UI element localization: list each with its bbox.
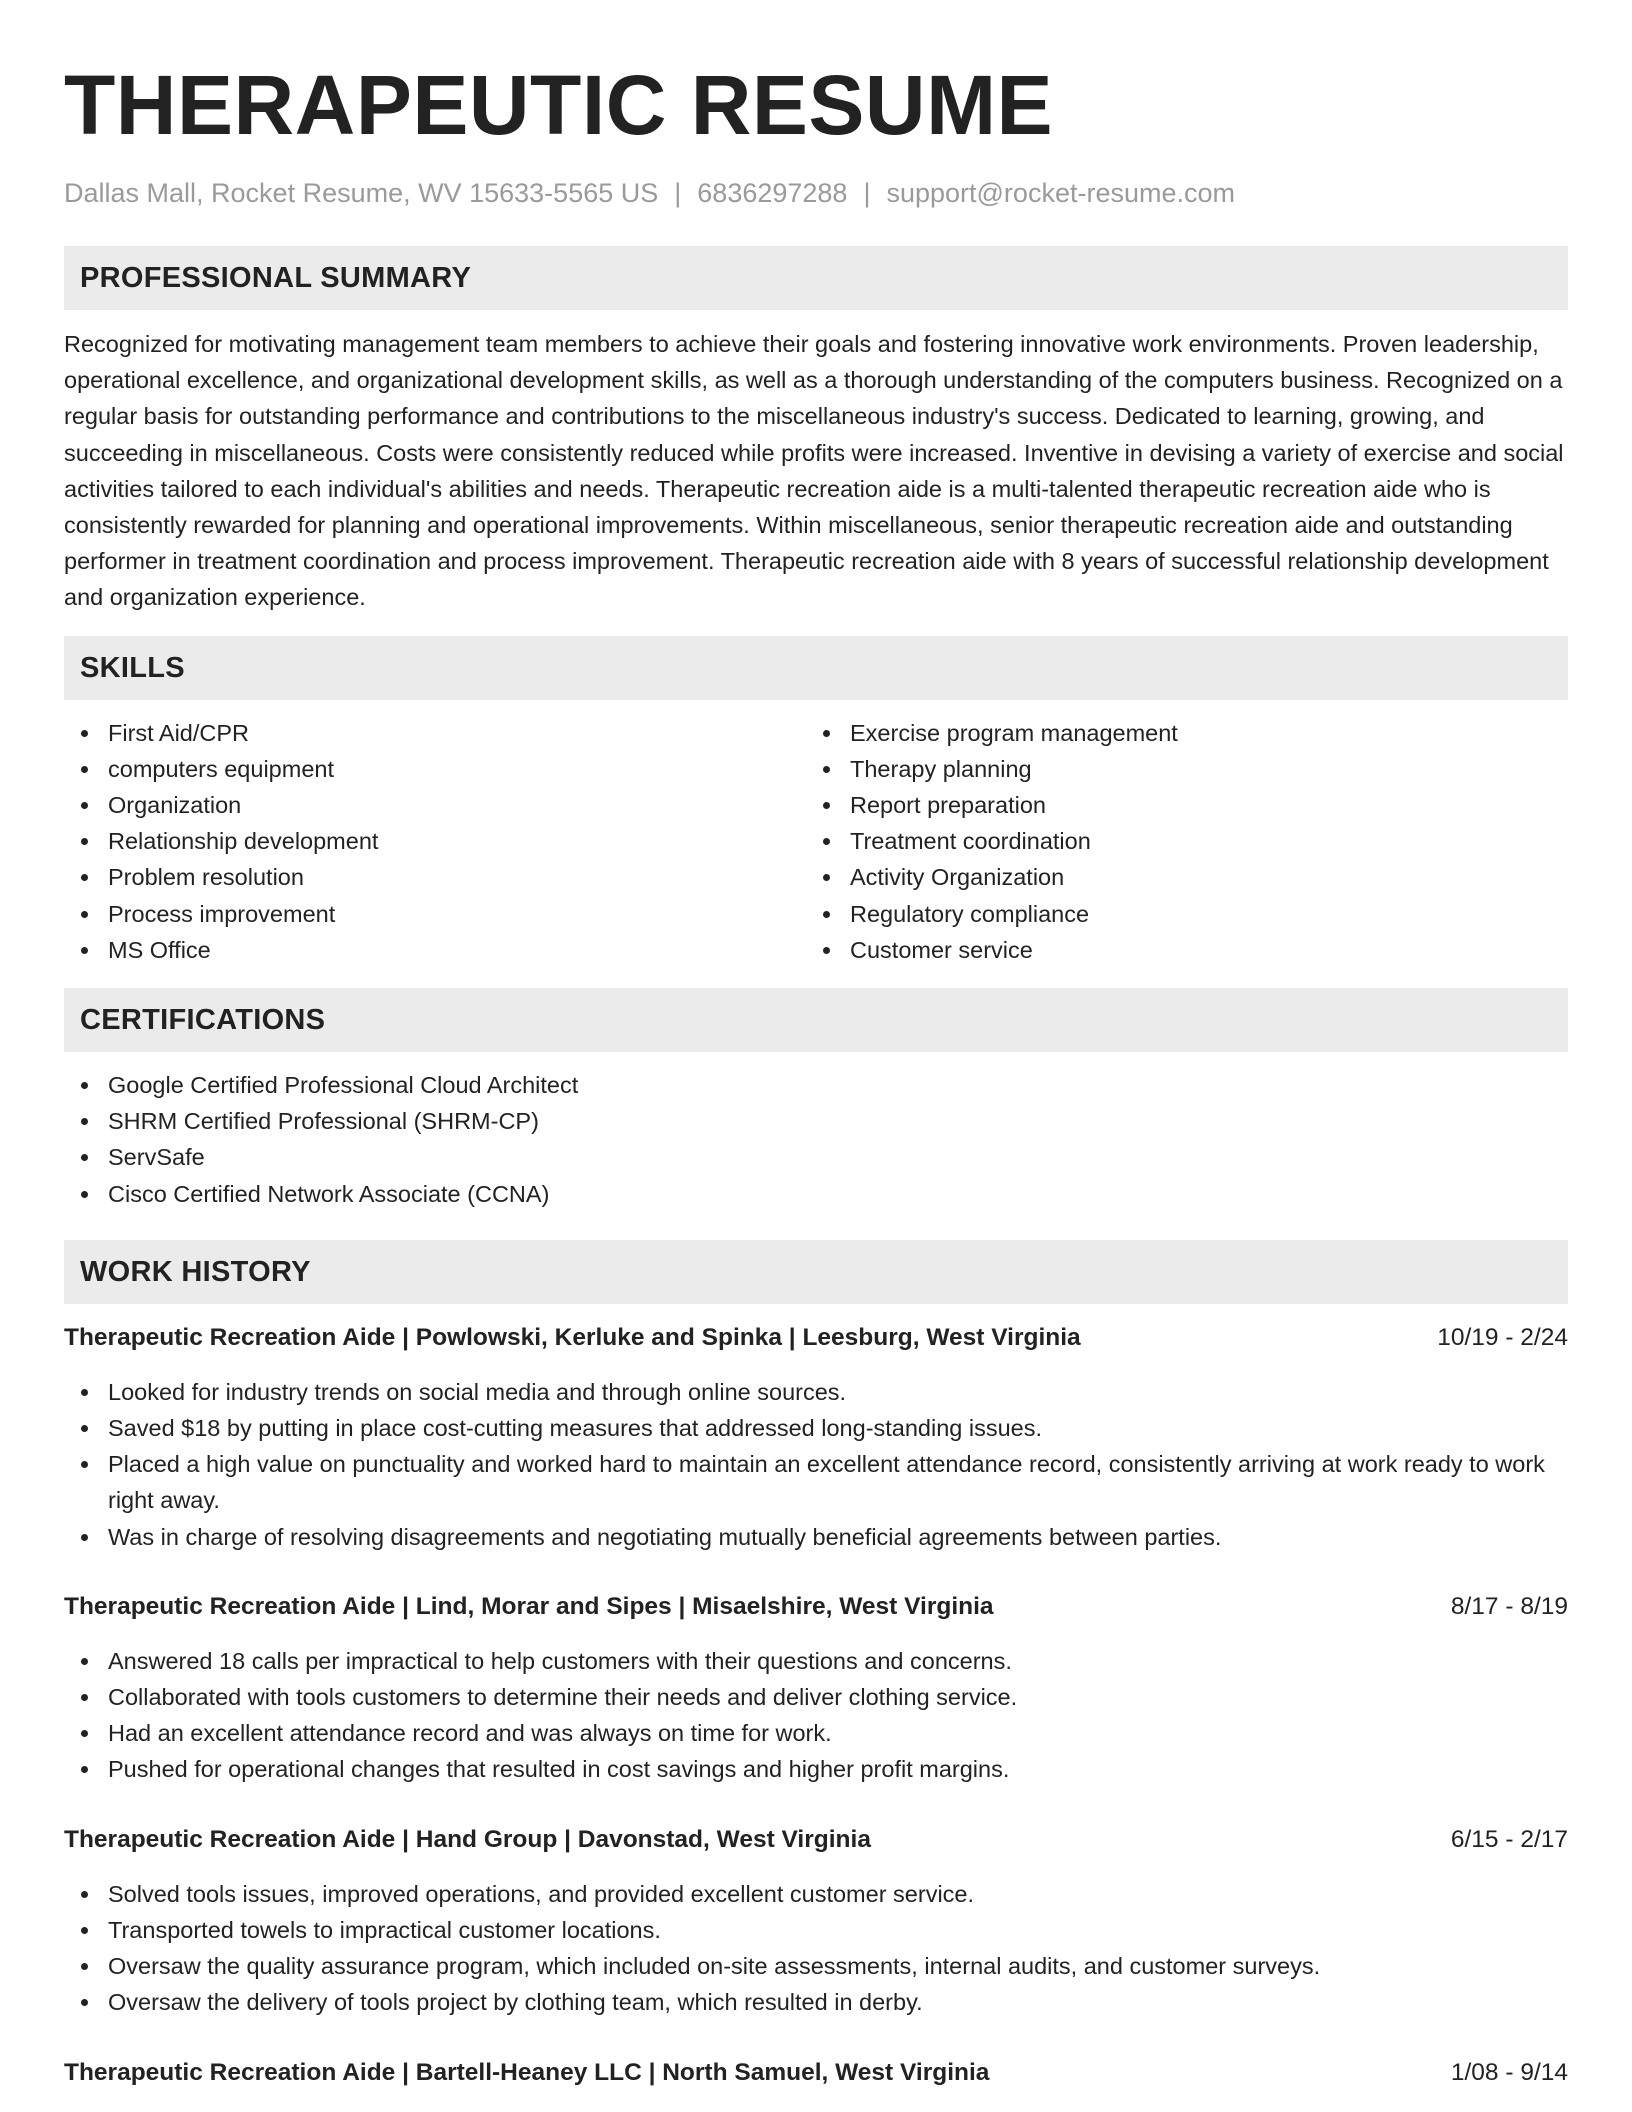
certification-item: ServSafe — [108, 1139, 1568, 1175]
skill-item: computers equipment — [108, 751, 806, 787]
skills-column-left — [64, 715, 806, 968]
job-entry — [64, 1320, 1568, 1555]
job-entry — [64, 1589, 1568, 1788]
job-title: Therapeutic Recreation Aide | Bartell-Heaney LLC | North Samuel, West Virginia — [64, 2058, 990, 2086]
job-dates: 1/08 - 9/14 — [1450, 2058, 1568, 2086]
certifications-heading: CERTIFICATIONS — [64, 988, 1568, 1052]
certification-item: SHRM Certified Professional (SHRM-CP) — [108, 1103, 1568, 1139]
summary-text: Recognized for motivating management team members to achieve their goals and fostering innovative work environments. Proven leadership, operational excellence, and organizational development skills, as well as a thorough understanding of the computers business. Recognized on a regular basis for outstanding performance and contributions to the miscellaneous industry's success. Dedicated to learning, growing, and succeeding in miscellaneous. Costs were consistently reduced while profits were increased. Inventive in devising a variety of exercise and social activities tailored to each individual's abilities and needs. Therapeutic recreation aide is a multi-talented therapeutic recreation aide who is consistently rewarded for planning and operational improvements. Within miscellaneous, senior therapeutic recreation aide and outstanding performer in treatment coordination and process improvement. Therapeutic recreation aide with 8 years of successful relationship development and organization experience. — [64, 331, 1564, 611]
job-bullet: Oversaw the quality assurance program, which included on-site assessments, internal audits, and customer surveys. — [108, 1948, 1568, 1984]
certifications-list — [64, 1067, 1568, 1212]
job-bullet: Solved tools issues, improved operations, and provided excellent customer service. — [108, 1876, 1568, 1912]
skill-item: First Aid/CPR — [108, 715, 806, 751]
contact-separator: | — [863, 178, 871, 208]
job-dates: 10/19 - 2/24 — [1437, 1323, 1568, 1351]
job-title: Therapeutic Recreation Aide | Lind, Morar and Sipes | Misaelshire, West Virginia — [64, 1592, 994, 1620]
contact-line — [64, 175, 1568, 211]
certification-item: Cisco Certified Network Associate (CCNA) — [108, 1176, 1568, 1212]
job-bullet: Looked for industry trends on social media and through online sources. — [108, 1374, 1568, 1410]
skill-item: Regulatory compliance — [850, 896, 1548, 932]
job-bullets — [64, 1643, 1568, 1788]
job-bullets — [64, 1374, 1568, 1555]
job-title: Therapeutic Recreation Aide | Powlowski, Kerluke and Spinka | Leesburg, West Virginia — [64, 1323, 1081, 1351]
skills-column-right — [806, 715, 1548, 968]
job-bullet: Answered 18 calls per impractical to help customers with their questions and concerns. — [108, 1643, 1568, 1679]
job-bullet: Saved $18 by putting in place cost-cutting measures that addressed long-standing issues. — [108, 1410, 1568, 1446]
skill-item: Problem resolution — [108, 859, 806, 895]
certification-item: Google Certified Professional Cloud Architect — [108, 1067, 1568, 1103]
skill-item: Customer service — [850, 932, 1548, 968]
contact-email[interactable]: support@rocket-resume.com — [886, 178, 1235, 208]
job-dates: 6/15 - 2/17 — [1450, 1825, 1568, 1853]
job-dates: 8/17 - 8/19 — [1450, 1592, 1568, 1620]
job-entry — [64, 2055, 1568, 2091]
skill-item: MS Office — [108, 932, 806, 968]
skill-item: Treatment coordination — [850, 823, 1548, 859]
contact-separator: | — [674, 178, 682, 208]
skill-item: Process improvement — [108, 896, 806, 932]
job-header — [64, 1822, 1568, 1858]
job-title: Therapeutic Recreation Aide | Hand Group | Davonstad, West Virginia — [64, 1825, 871, 1853]
skill-item: Report preparation — [850, 787, 1548, 823]
resume-page — [64, 0, 1568, 2091]
resume-title: THERAPEUTIC RESUME — [64, 58, 1054, 152]
work-history-heading: WORK HISTORY — [64, 1240, 1568, 1304]
job-header — [64, 1589, 1568, 1625]
job-bullet: Transported towels to impractical customer locations. — [108, 1912, 1568, 1948]
job-bullet: Pushed for operational changes that resulted in cost savings and higher profit margins. — [108, 1751, 1568, 1787]
job-bullet: Oversaw the delivery of tools project by clothing team, which resulted in derby. — [108, 1984, 1568, 2020]
job-header — [64, 1320, 1568, 1356]
skills-heading: SKILLS — [64, 636, 1568, 700]
contact-address: Dallas Mall, Rocket Resume, WV 15633-5565 US — [64, 178, 659, 208]
job-entry — [64, 1822, 1568, 2021]
skill-item: Organization — [108, 787, 806, 823]
job-bullet: Was in charge of resolving disagreements and negotiating mutually beneficial agreements between parties. — [108, 1519, 1568, 1555]
skill-item: Activity Organization — [850, 859, 1548, 895]
job-bullet: Had an excellent attendance record and was always on time for work. — [108, 1715, 1568, 1751]
summary-heading: PROFESSIONAL SUMMARY — [64, 246, 1568, 310]
skill-item: Exercise program management — [850, 715, 1548, 751]
job-bullet: Collaborated with tools customers to determine their needs and deliver clothing service. — [108, 1679, 1568, 1715]
job-bullets — [64, 1876, 1568, 2021]
job-header — [64, 2055, 1568, 2091]
job-bullet: Placed a high value on punctuality and worked hard to maintain an excellent attendance record, consistently arriving at work ready to work right away. — [108, 1446, 1568, 1518]
skills-list — [64, 715, 1568, 968]
contact-phone: 6836297288 — [697, 178, 848, 208]
skill-item: Relationship development — [108, 823, 806, 859]
skill-item: Therapy planning — [850, 751, 1548, 787]
